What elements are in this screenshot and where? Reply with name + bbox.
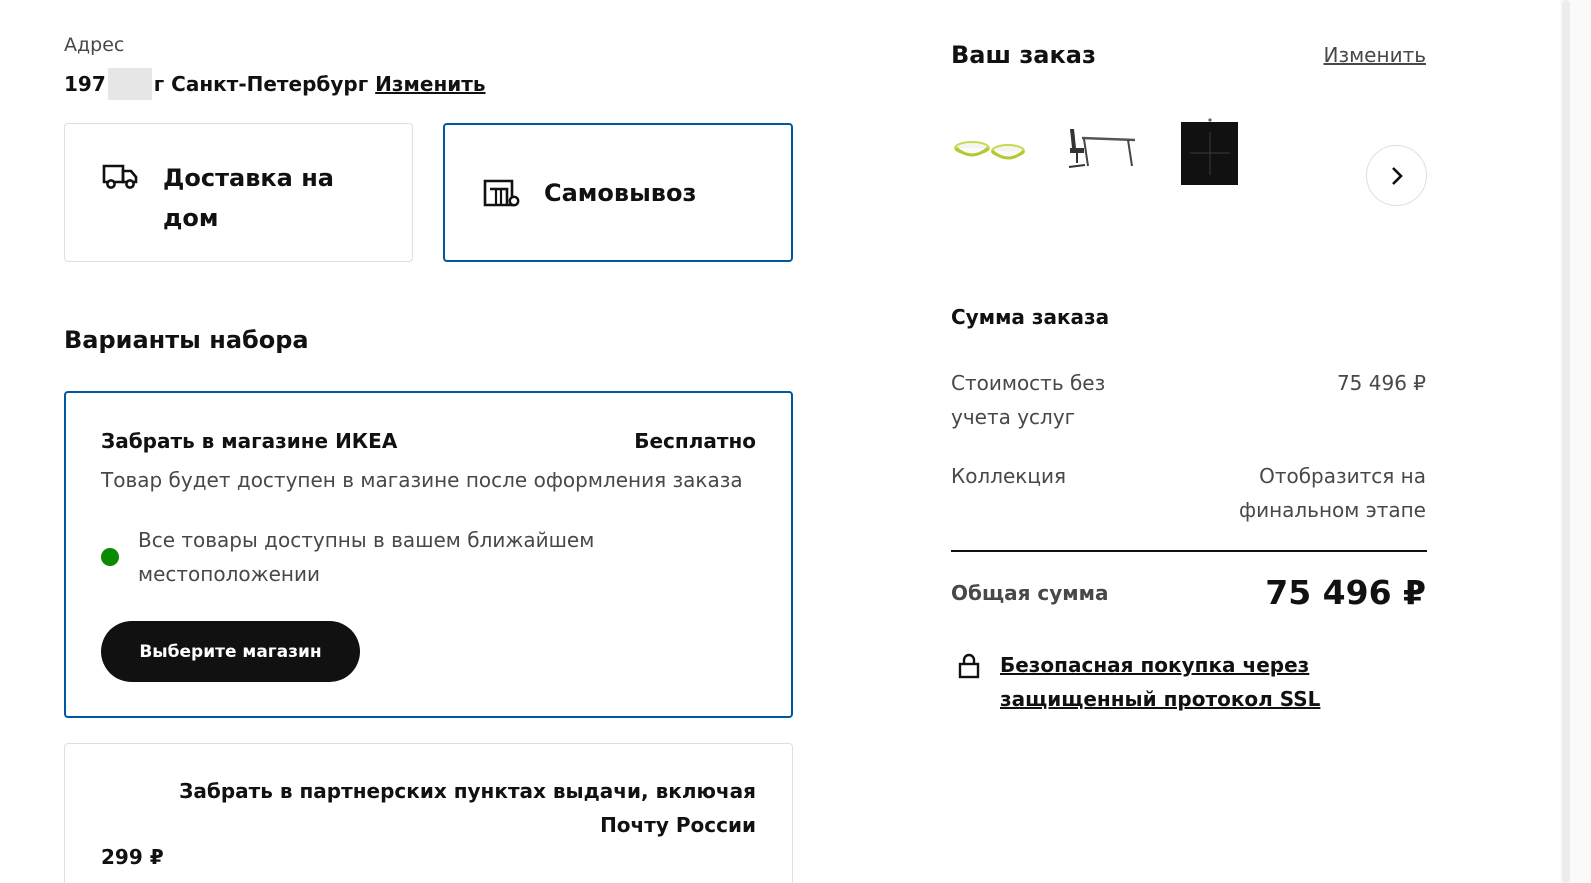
availability-row <box>101 523 661 591</box>
address-line <box>64 68 486 100</box>
options-section-title: Варианты набора <box>64 326 309 354</box>
truck-icon <box>101 160 141 192</box>
store-pickup-description: Товар будет доступен в магазине после оформления заказа <box>101 468 743 492</box>
order-change-link[interactable]: Изменить <box>1323 43 1426 67</box>
address-city: г Санкт-Петербург <box>153 72 369 96</box>
cooktop-thumbnail[interactable] <box>1172 118 1248 188</box>
partner-pickup-price: 299 ₽ <box>101 845 164 869</box>
lock-icon <box>958 653 980 679</box>
pickup-label: Самовывоз <box>544 178 697 207</box>
secure-purchase <box>958 648 1330 716</box>
address-change-link[interactable]: Изменить <box>375 72 486 96</box>
store-pickup-title: Забрать в магазине ИКЕА <box>101 429 398 453</box>
store-pickup-price: Бесплатно <box>634 429 756 453</box>
scrollbar-thumb[interactable] <box>1562 0 1570 883</box>
subtotal-label: Стоимость без учета услуг <box>951 371 1106 429</box>
thumbnails-next-button[interactable] <box>1366 145 1427 206</box>
chevron-right-icon <box>1387 165 1407 187</box>
total-value: 75 496 ₽ <box>1265 573 1426 612</box>
choose-store-button[interactable]: Выберите магазин <box>101 621 360 682</box>
subtotal-value: 75 496 ₽ <box>1336 371 1426 395</box>
bowls-thumbnail[interactable] <box>952 118 1028 188</box>
home-delivery-label: Доставка на дом <box>163 164 334 232</box>
pickup-card[interactable] <box>443 123 793 262</box>
address-redacted <box>108 68 152 100</box>
address-postcode-prefix: 197 <box>64 72 106 96</box>
home-delivery-card[interactable] <box>64 123 413 262</box>
store-icon <box>482 177 522 209</box>
address-label: Адрес <box>64 34 125 56</box>
secure-purchase-link[interactable]: Безопасная покупка через защищенный протокол SSL <box>1000 653 1321 711</box>
total-label: Общая сумма <box>951 581 1109 605</box>
desk-chair-thumbnail[interactable] <box>1062 118 1138 188</box>
collection-value: Отобразится на финальном этапе <box>1238 464 1426 522</box>
collection-label: Коллекция <box>951 464 1067 488</box>
order-title: Ваш заказ <box>951 41 1096 69</box>
availability-text: Все товары доступны в вашем ближайшем местоположении <box>138 528 595 586</box>
store-pickup-option[interactable] <box>64 391 793 718</box>
summary-divider <box>951 550 1427 552</box>
partner-pickup-option[interactable] <box>64 743 793 883</box>
summary-title: Сумма заказа <box>951 305 1110 329</box>
partner-pickup-title: Забрать в партнерских пунктах выдачи, включая Почту России <box>179 779 756 837</box>
availability-dot-icon <box>101 548 119 566</box>
